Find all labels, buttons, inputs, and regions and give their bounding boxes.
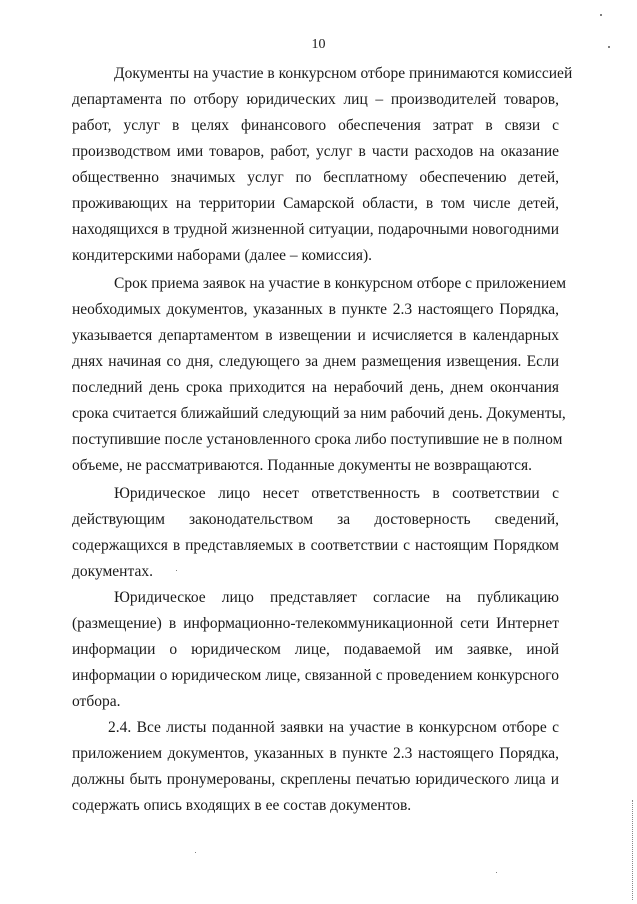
text-line: Срок приема заявок на участие в конкурсном отборе с приложением (114, 275, 567, 292)
paragraph-2-4 (72, 715, 559, 819)
text-line: отбора. (72, 693, 121, 710)
text-line: необходимых документов, указанных в пункте 2.3 настоящего Порядка, (72, 301, 559, 318)
text-line: действующим законодательством за достоверность сведений, (72, 511, 559, 528)
text-line: информации о юридическом лице, связанной с проведением конкурсного (72, 667, 559, 684)
text-line: документах. (72, 563, 153, 580)
paragraph-consent (72, 585, 559, 715)
page-number: 10 (311, 37, 326, 52)
text-line: Юридическое лицо представляет согласие на публикацию (114, 589, 559, 606)
text-line: кондитерскими наборами (далее – комиссия). (72, 247, 373, 264)
scan-speck (176, 570, 177, 571)
text-line: должны быть пронумерованы, скреплены печатью юридического лица и (72, 771, 559, 788)
scan-speck (195, 852, 196, 853)
text-line: объеме, не рассматриваются. Поданные документы не возвращаются. (72, 457, 532, 474)
text-line: указывается департаментом в извещении и исчисляется в календарных (72, 327, 559, 344)
text-line: 2.4. Все листы поданной заявки на участие в конкурсном отборе с (108, 719, 559, 736)
scan-speck (600, 14, 602, 16)
text-line: департамента по отбору юридических лиц – производителей товаров, (72, 91, 559, 108)
text-line: приложением документов, указанных в пункте 2.3 настоящего Порядка, (72, 745, 559, 762)
text-line: Юридическое лицо несет ответственность в соответствии с (114, 485, 559, 502)
text-line: Документы на участие в конкурсном отборе принимаются комиссией (114, 65, 573, 82)
text-line: днях начиная со дня, следующего за днем размещения извещения. Если (72, 353, 559, 370)
text-line: работ, услуг в целях финансового обеспечения затрат в связи с (72, 117, 559, 134)
text-line: находящихся в трудной жизненной ситуации, подарочными новогодними (72, 221, 559, 238)
text-line: содержащихся в представляемых в соответствии с настоящим Порядком (72, 537, 559, 554)
text-line: последний день срока приходится на нерабочий день, днем окончания (72, 379, 559, 396)
scan-speck (608, 46, 610, 48)
text-line: срока считается ближайший следующий за ним рабочий день. Документы, (72, 405, 566, 422)
paragraph-responsibility (72, 481, 559, 585)
text-line: содержать опись входящих в ее состав документов. (72, 797, 412, 814)
text-line: (размещение) в информационно-телекоммуникационной сети Интернет (72, 615, 559, 632)
text-line: поступившие после установленного срока либо поступившие не в полном (72, 431, 563, 448)
scan-speck (496, 872, 497, 873)
text-line: информации о юридическом лице, подаваемой им заявке, иной (72, 641, 559, 658)
paragraph-commission (72, 61, 573, 269)
text-line: производством ими товаров, работ, услуг в части расходов на оказание (72, 143, 559, 160)
scan-edge-artifact (632, 800, 635, 900)
paragraph-deadline (72, 271, 567, 479)
text-line: проживающих на территории Самарской области, в том числе детей, (72, 195, 559, 212)
text-line: общественно значимых услуг по бесплатному обеспечению детей, (72, 169, 559, 186)
